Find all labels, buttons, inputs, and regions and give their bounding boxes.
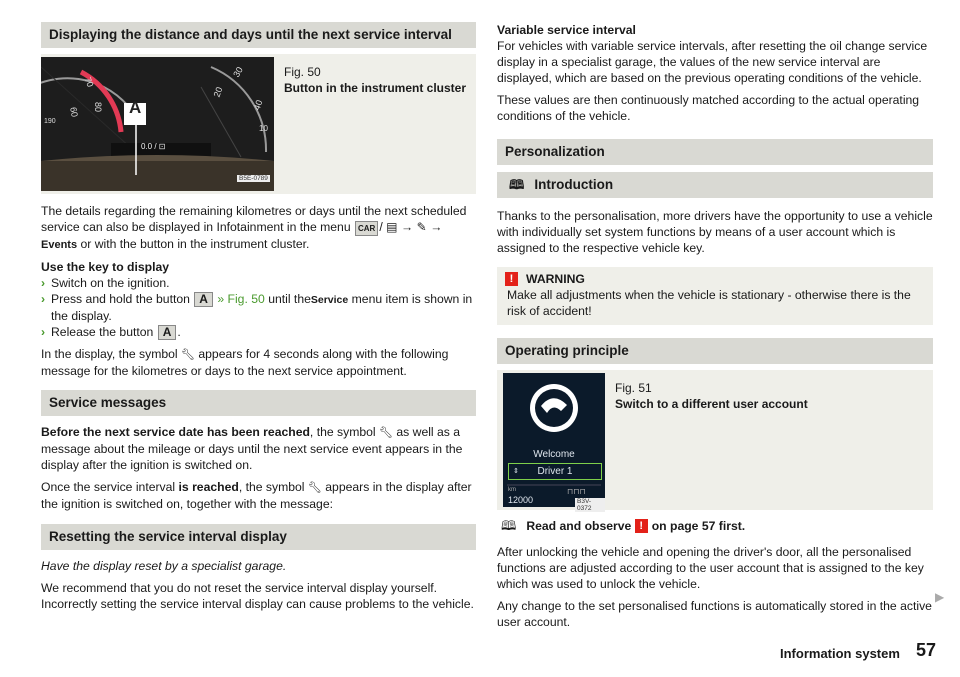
chevron-right-icon: › (41, 276, 46, 290)
figure-50-caption (274, 57, 466, 191)
step-text: Press and hold the button A » Fig. 50 until theService menu item is shown in the display. (51, 292, 473, 323)
section-title-personalization: Personalization (497, 139, 933, 165)
footer-section: Information system (780, 646, 900, 661)
next-page-icon: ▶ (935, 590, 945, 604)
figure-51-caption (605, 373, 808, 507)
figure-50 (41, 54, 476, 194)
section-title-introduction (497, 172, 933, 198)
paragraph-variable: For vehicles with variable service intervals, after resetting the oil change service display in a specialist garage, the values of the new service interval are displayed, which are based on the previous operating conditions of the vehicle. (497, 39, 928, 85)
gauge-label: 20 (211, 85, 225, 99)
left-column (41, 0, 476, 612)
paragraph-service-msg: Before the next service date has been reached, the symbol 🔧︎ as well as a message about the mileage or days until the next service event appears in the display after the ignition is switched on. (41, 425, 463, 472)
paragraph-after-unlock: After unlocking the vehicle and opening the driver's door, all the personalised functions are adjusted according to the user account that is assigned to the key which was used to unlock the vehicle. (497, 545, 924, 591)
figure-code: B5E-0789 (239, 175, 268, 182)
use-key-title: Use the key to display (41, 260, 170, 274)
chevron-right-icon: › (41, 325, 46, 339)
cluster-readout: 0.0 / ⊡ (141, 142, 166, 151)
skoda-logo-image (503, 373, 605, 507)
section-title-service-messages: Service messages (41, 390, 476, 416)
figure-key-label: A (129, 98, 142, 117)
figure-link[interactable]: » Fig. 50 (217, 292, 265, 306)
section-title-reset: Resetting the service interval display (41, 524, 476, 550)
intro-text-2: or with the button in the instrument cluster. (80, 237, 310, 251)
paragraph-variable-2: These values are then continuously matched according to the actual operating conditions of the vehicle. (497, 93, 920, 123)
welcome-label: Welcome (533, 449, 575, 460)
figure-50-title: Button in the instrument cluster (284, 81, 467, 95)
figure-code: B3V-0372 (575, 498, 605, 512)
key-a-badge: A (194, 292, 213, 307)
introduction-label: Introduction (534, 177, 614, 192)
menu-events: Events (41, 239, 78, 251)
wrench-icon: 🔧︎ (181, 349, 195, 361)
read-observe-note: 🕮︎ Read and observe ! on page 57 first. (501, 518, 746, 533)
chevron-right-icon: › (41, 292, 46, 306)
gauge-label: 30 (231, 65, 245, 79)
driver-name: Driver 1 (537, 466, 573, 477)
paragraph-intro: The details regarding the remaining kilometres or days until the next scheduled service can also be displayed in Infotainment in the menu CAR / ▤ → ✎ → Events or with the button in the instrument cluster. (41, 204, 467, 251)
paragraph-any-change: Any change to the set personalised functions is automatically stored in the active user account. (497, 599, 932, 629)
gauge-label: 80 (93, 101, 104, 113)
figure-51-title: Switch to a different user account (615, 397, 808, 411)
step-item (41, 324, 476, 340)
menu-separator: / (379, 220, 383, 234)
book-icon: 🕮︎ (501, 518, 517, 533)
step-item (41, 291, 476, 324)
figure-51 (497, 370, 933, 510)
warning-box (497, 267, 933, 325)
warning-header (505, 271, 925, 287)
driver-selector (508, 463, 602, 480)
km-value: 12000 (508, 495, 534, 505)
paragraph-intro-personal: Thanks to the personalisation, more drivers have the opportunity to use a vehicle with individually set system functions by means of a user account which is assigned to the respective vehicle key. (497, 209, 933, 255)
warning-icon: ! (635, 519, 648, 533)
intro-text: The details regarding the remaining kilometres or days until the next scheduled service can also be displayed in Infotainment in the menu (41, 204, 467, 234)
book-icon: 🕮︎ (509, 177, 525, 192)
right-column (497, 0, 933, 630)
page-number: 57 (916, 640, 937, 660)
gauge-label: 40 (251, 98, 265, 112)
menu-car-button: CAR (355, 221, 378, 236)
gauge-label: 190 (44, 118, 56, 125)
warning-icon: ! (505, 272, 518, 286)
section-title-operating: Operating principle (497, 338, 933, 364)
gauge-label: 10 (259, 124, 268, 133)
reset-note: Have the display reset by a specialist garage. (41, 559, 287, 573)
gauge-label: 70 (82, 75, 96, 89)
section-title-service-distance: Displaying the distance and days until the next service interval (41, 22, 476, 48)
lock-icons: ⊓⊓⊓ (567, 487, 586, 496)
updown-icon: ⇕ (513, 468, 519, 475)
wrench-icon: 🔧︎ (307, 482, 322, 494)
gauge-label: 60 (68, 106, 80, 118)
wrench-icon: 🔧︎ (379, 427, 393, 439)
figure-51-number: Fig. 51 (615, 381, 652, 395)
wrench-icon: ✎ (416, 220, 427, 234)
step-item (41, 275, 476, 291)
menu-icon: ▤ (386, 220, 398, 234)
paragraph-display: In the display, the symbol 🔧︎ appears for 4 seconds along with the following message for the kilometres or days to the next service appointment. (41, 347, 449, 378)
user-account-display (503, 373, 605, 512)
variable-interval-title: Variable service interval (497, 23, 636, 37)
warning-text: Make all adjustments when the vehicle is stationary - otherwise there is the risk of accident! (507, 288, 911, 318)
step-text: Switch on the ignition. (51, 276, 170, 290)
service-word: Service (310, 294, 349, 306)
step-text: Release the button A . (51, 325, 181, 339)
km-label: km (508, 487, 516, 493)
instrument-cluster-image (41, 57, 274, 191)
paragraph-reset: We recommend that you do not reset the service interval display yourself. Incorrectly setting the service interval display can cause problems to the vehicle. (41, 581, 474, 611)
warning-label: WARNING (526, 272, 585, 286)
key-a-badge: A (158, 325, 177, 340)
figure-50-number: Fig. 50 (284, 65, 321, 79)
paragraph-once: Once the service interval is reached, the symbol 🔧︎ appears in the display after the ignition is switched on, together with the message: (41, 480, 472, 511)
